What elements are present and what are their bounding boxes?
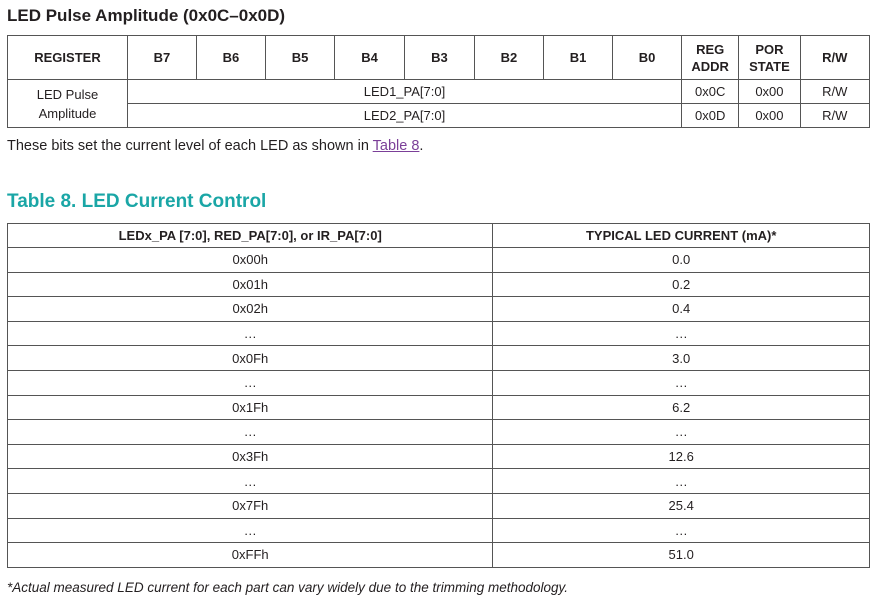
header-b2: B2 — [474, 36, 543, 80]
code-cell: … — [8, 370, 493, 395]
table-row — [8, 248, 870, 273]
table-row — [8, 420, 870, 445]
description-paragraph — [7, 138, 423, 154]
code-cell: 0xFFh — [8, 543, 493, 568]
header-b5: B5 — [266, 36, 335, 80]
current-cell: … — [493, 370, 870, 395]
table-row — [8, 493, 870, 518]
register-por-cell: 0x00 — [739, 104, 800, 128]
header-reg-addr — [682, 36, 739, 80]
current-cell: 3.0 — [493, 346, 870, 371]
table-row — [8, 444, 870, 469]
table-row — [8, 321, 870, 346]
current-cell: 0.0 — [493, 248, 870, 273]
code-cell: 0x0Fh — [8, 346, 493, 371]
current-cell: 12.6 — [493, 444, 870, 469]
table-row — [8, 297, 870, 322]
table-row — [8, 370, 870, 395]
header-por-state-line2: STATE — [749, 58, 790, 74]
code-cell: … — [8, 321, 493, 346]
code-cell: 0x1Fh — [8, 395, 493, 420]
header-por-state — [739, 36, 800, 80]
code-cell: 0x3Fh — [8, 444, 493, 469]
register-rw-cell: R/W — [800, 80, 869, 104]
code-cell: 0x02h — [8, 297, 493, 322]
code-cell: 0x7Fh — [8, 493, 493, 518]
code-cell: … — [8, 420, 493, 445]
current-cell: 0.2 — [493, 272, 870, 297]
header-current: TYPICAL LED CURRENT (mA)* — [493, 224, 870, 248]
table-row — [8, 272, 870, 297]
register-bits-cell: LED2_PA[7:0] — [127, 104, 681, 128]
table-8-link[interactable]: Table 8 — [372, 138, 420, 154]
header-b6: B6 — [196, 36, 265, 80]
header-register: REGISTER — [8, 36, 128, 80]
current-cell: 6.2 — [493, 395, 870, 420]
register-name-line1: LED Pulse — [36, 86, 99, 102]
register-name-cell — [8, 80, 128, 128]
table-row — [8, 469, 870, 494]
register-addr-cell: 0x0C — [682, 80, 739, 104]
register-por-cell: 0x00 — [739, 80, 800, 104]
code-cell: … — [8, 518, 493, 543]
header-b0: B0 — [613, 36, 682, 80]
table-row — [8, 543, 870, 568]
led-current-table — [7, 223, 870, 568]
header-b3: B3 — [405, 36, 475, 80]
code-cell: … — [8, 469, 493, 494]
register-name-line2: Amplitude — [38, 105, 97, 121]
header-code: LEDx_PA [7:0], RED_PA[7:0], or IR_PA[7:0] — [8, 224, 493, 248]
register-row — [8, 80, 870, 104]
code-cell: 0x01h — [8, 272, 493, 297]
section-title: LED Pulse Amplitude (0x0C–0x0D) — [7, 6, 286, 25]
header-rw: R/W — [800, 36, 869, 80]
header-b4: B4 — [335, 36, 405, 80]
table-row — [8, 518, 870, 543]
register-table — [7, 35, 870, 128]
code-cell: 0x00h — [8, 248, 493, 273]
header-reg-addr-line1: REG — [696, 41, 725, 57]
register-rw-cell: R/W — [800, 104, 869, 128]
current-cell: 0.4 — [493, 297, 870, 322]
header-por-state-line1: POR — [755, 41, 784, 57]
paragraph-text: These bits set the current level of each LED as shown in — [7, 138, 373, 154]
table-caption: Table 8. LED Current Control — [7, 191, 267, 212]
current-header-row — [8, 224, 870, 248]
header-reg-addr-line2: ADDR — [691, 58, 729, 74]
current-cell: 25.4 — [493, 493, 870, 518]
current-cell: … — [493, 420, 870, 445]
paragraph-end: . — [419, 138, 424, 154]
register-addr-cell: 0x0D — [682, 104, 739, 128]
header-b7: B7 — [127, 36, 196, 80]
current-cell: … — [493, 469, 870, 494]
current-cell: 51.0 — [493, 543, 870, 568]
current-cell: … — [493, 518, 870, 543]
table-row — [8, 346, 870, 371]
register-header-row — [8, 36, 870, 80]
header-b1: B1 — [544, 36, 613, 80]
register-bits-cell: LED1_PA[7:0] — [127, 80, 681, 104]
register-row — [8, 104, 870, 128]
current-cell: … — [493, 321, 870, 346]
table-row — [8, 395, 870, 420]
footnote: *Actual measured LED current for each part can vary widely due to the trimming methodology. — [7, 580, 569, 595]
